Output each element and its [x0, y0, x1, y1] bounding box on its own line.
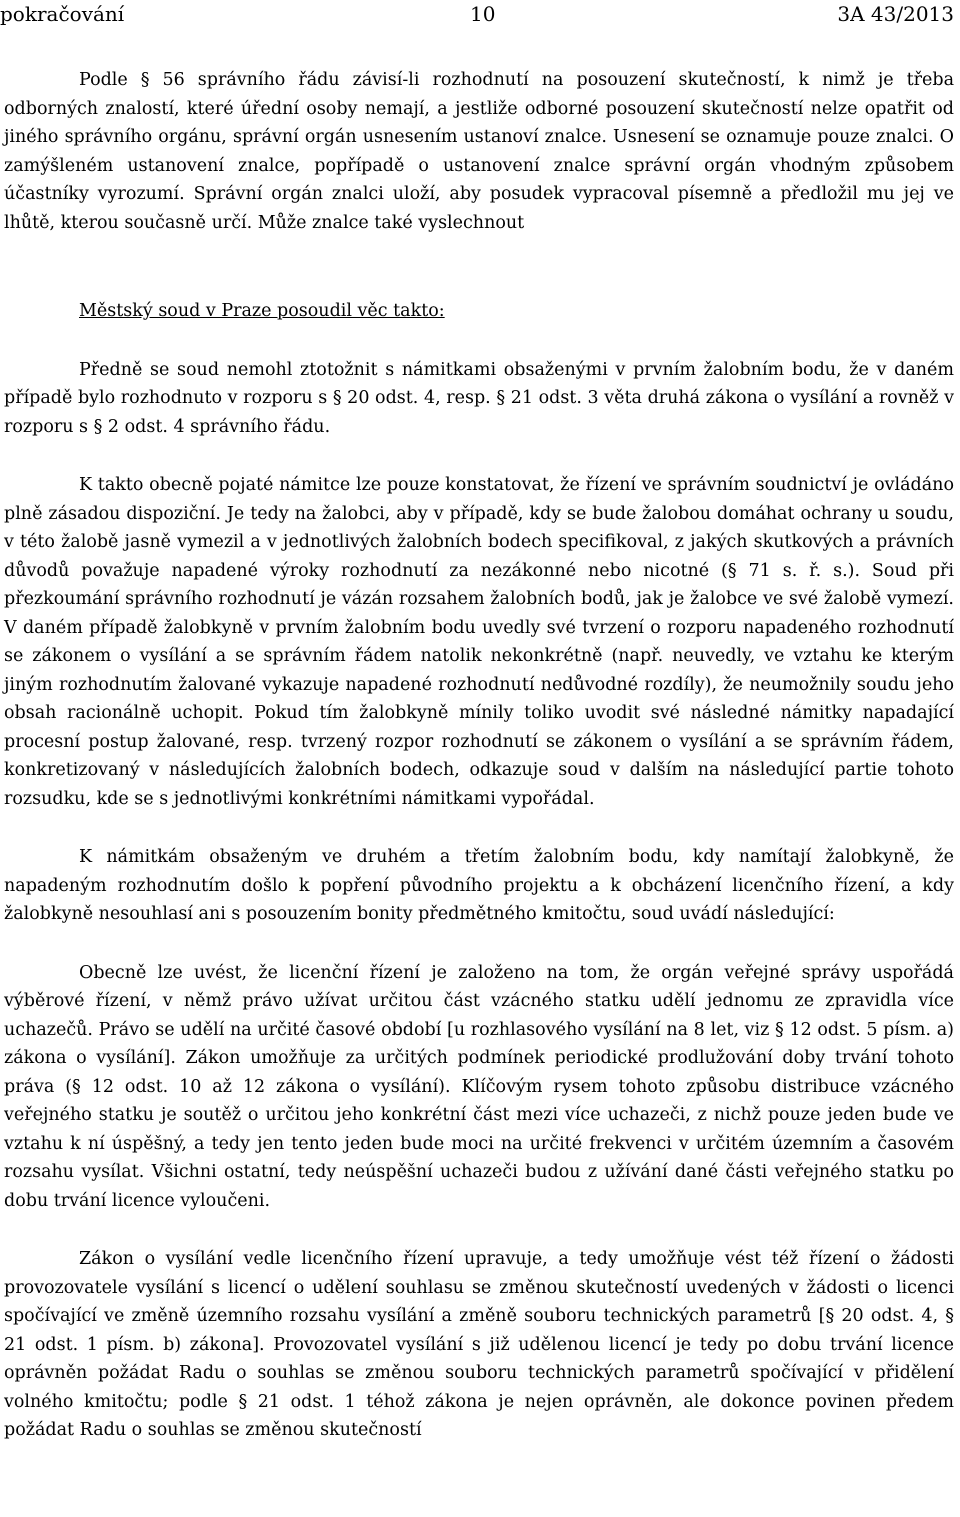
case-number: 3A 43/2013: [837, 2, 954, 26]
paragraph-first-objection: Předně se soud nemohl ztotožnit s námitkami obsaženými v prvním žalobním bodu, že v daném případě bylo rozhodnuto v rozporu s § 20 odst. 4, resp. § 21 odst. 3 věta druhá zákona o vysílání a rovněž v rozporu s § 2 odst. 4 správního řádu.: [4, 359, 954, 437]
spacer: [4, 813, 954, 843]
continuation-label: pokračování: [0, 2, 125, 26]
spacer: [4, 237, 954, 297]
spacer: [4, 1215, 954, 1245]
paragraph-expert-appointment: Podle § 56 správního řádu závisí-li rozhodnutí na posouzení skutečností, k nimž je třeba odborných znalostí, které úřední osoby nemají, a jestliže odborné posouzení skutečností nelze opatřit od jiného správního orgánu, správní orgán usnesením ustanoví znalce. Usnesení se oznamuje pouze znalci. O zamýšleném ustanovení znalce, popřípadě o ustanovení znalce správní orgán vhodným způsobem účastníky vyrozumí. Správní orgán znalci uloží, aby posudek vypracoval písemně a předložil mu jej ve lhůtě, kterou současně určí. Může znalce také vyslechnout: [4, 70, 954, 233]
paragraph-licensing-procedure: Obecně lze uvést, že licenční řízení je založeno na tom, že orgán veřejné správy uspořádá výběrové řízení, v němž právo užívat určitou část vzácného statku udělí jednomu ze zpravidla více uchazečů. Právo se udělí na určité časové období [u rozhlasového vysílání na 8 let, viz § 12 odst. 5 písm. a) zákona o vysílání]. Zákon umožňuje za určitých podmínek periodické prodlužování doby trvání tohoto práva (§ 12 odst. 10 až 12 zákona o vysílání). Klíčovým rysem tohoto způsobu distribuce vzácného veřejného statku je soutěž o určitou jeho konkrétní část mezi více uchazeči, z nichž pouze jeden bude ve vztahu k ní úspěšný, a tedy jen tento jeden bude moci na určité frekvenci v určitém územním a časovém rozsahu vysílat. Všichni ostatní, tedy neúspěšní uchazeči budou z užívání dané části veřejného statku po dobu trvání licence vyloučeni.: [4, 962, 954, 1211]
page-number: 10: [470, 2, 496, 26]
paragraph-second-third-objections: K námitkám obsaženým ve druhém a třetím žalobním bodu, kdy namítají žalobkyně, že napadeným rozhodnutím došlo k popření původního projektu a k obcházení licenčního řízení, a kdy žalobkyně nesouhlasí ani s posouzením bonity předmětného kmitočtu, soud uvádí následující:: [4, 847, 954, 924]
paragraph-dispositive-principle: K takto obecně pojaté námitce lze pouze konstatovat, že řízení ve správním soudnictví je ovládáno plně zásadou dispoziční. Je tedy na žalobci, aby v případě, kdy se bude žalobou domáhat ochrany u soudu, v této žalobě jasně vymezil a v jednotlivých žalobních bodech specifikoval, z jakých skutkových a právních důvodů považuje napadené výroky rozhodnutí za nezákonné nebo nicotné (§ 71 s. ř. s.). Soud při přezkoumání správního rozhodnutí je vázán rozsahem žalobních bodů, jak je žalobce ve své žalobě vymezí. V daném případě žalobkyně v prvním žalobním bodu uvedly své tvrzení o rozporu napadeného rozhodnutí se zákonem o vysílání a se správním řádem natolik nekonkrétně (např. neuvedly, ve vztahu ke kterým jiným rozhodnutím žalované vykazuje napadené rozhodnutí nedůvodné rozdíly), že neumožnily soudu jeho obsah racionálně uchopit. Pokud tím žalobkyně mínily toliko uvodit své následné námitky napadající procesní postup žalované, resp. tvrzený rozpor rozhodnutí se zákonem o vysílání a se správním řádem, konkretizovaný v následujících žalobních bodech, odkazuje soud v dalším na následující partie tohoto rozsudku, kde se s jednotlivými konkrétními námitkami vypořádal.: [4, 475, 954, 809]
paragraph-broadcasting-act: Zákon o vysílání vedle licenčního řízení upravuje, a tedy umožňuje vést též řízení o žádosti provozovatele vysílání s licencí o udělení souhlasu se změnou skutečností uvedených v žádosti o licenci spočívající ve změně územního rozsahu vysílání a změně souboru technických parametrů [§ 20 odst. 4, § 21 odst. 1 písm. b) zákona]. Provozovatel vysílání s již udělenou licencí je tedy po dobu trvání licence oprávněn požádat Radu o souhlas se změnou souboru technických parametrů spočívající v přidělení volného kmitočtu; podle § 21 odst. 1 téhož zákona je nejen oprávněn, ale dokonce povinen předem požádat Radu o souhlas se změnou skutečností: [4, 1249, 954, 1440]
spacer: [4, 441, 954, 471]
section-heading: Městský soud v Praze posoudil věc takto:: [79, 301, 445, 321]
document-body: [4, 66, 954, 1445]
spacer: [4, 929, 954, 959]
page-header: [0, 0, 960, 30]
spacer: [4, 326, 954, 356]
